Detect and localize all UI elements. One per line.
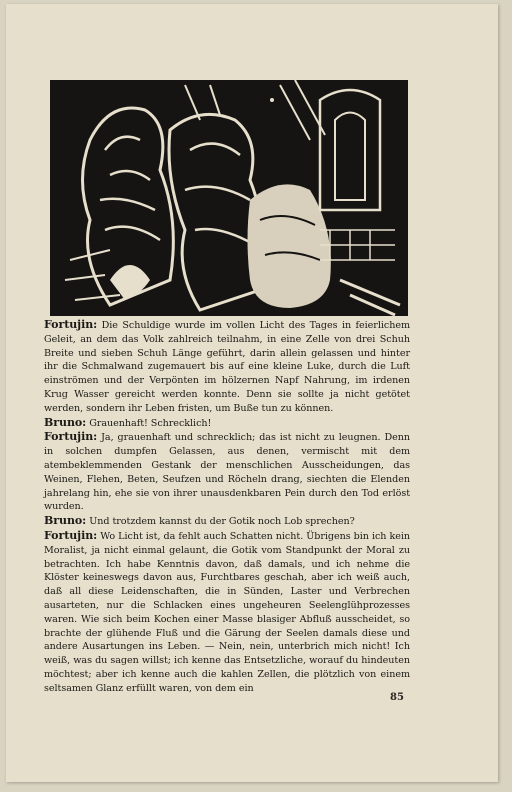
woodcut-illustration <box>50 80 408 316</box>
speaker-label: Fortujin: <box>44 318 98 331</box>
speaker-label: Fortujin: <box>44 430 98 444</box>
paragraph-text: Die Schuldige wurde im vollen Licht des Tages in feierlichem Geleit, an dem das Volk zahlreich teilnahm, in eine Zelle von drei Schuh Breite und sieben Schuh Länge geführt, darin allein gelassen und hinter ihr die Schmalwand zugemauert bis auf eine kleine Luke, durch die Luft einströmen und der Verpönten im hölzernen Napf Nahrung, im irdenen Krug Wasser gereicht werden konnte. Denn sie sollte ja nicht getötet werden, sondern ihr Leben fristen, um Buße tun zu können. <box>44 320 411 414</box>
paragraph-text: Grauenhaft! Schrecklich! <box>89 417 212 429</box>
speaker-label: Bruno: <box>44 514 87 528</box>
speaker-label: Bruno: <box>44 415 87 429</box>
paragraph-5 <box>44 529 410 696</box>
page-number: 85 <box>390 692 404 703</box>
book-page <box>6 4 498 782</box>
paragraph-text: Wo Licht ist, da fehlt auch Schatten nicht. Übrigens bin ich kein Moralist, ja nicht einmal gelaunt, die Gotik vom Standpunkt der Moral zu betrachten. Ich habe Kenntnis davon, daß damals, und ich nehme die Klöster keineswegs davon aus, Furchtbares geschah, aber ich weiß auch, daß all diese Leidenschaften, die in Sünden, Laster und Verbrechen ausarteten, nur die Schlacken eines ungeheuren Seelenglühprozesses waren. Wie sich beim Kochen einer Masse blasiger Abfluß ausscheidet, so brachte der glühende Fluß und die Gärung der Seelen damals diese und andere Ausartungen ins Leben. — Nein, nein, unterbrich mich nicht! Ich weiß, was du sagen willst; ich kenne das Entsetzliche, worauf du hindeuten möchtest; aber ich kenne auch die kahlen Zellen, die plötzlich von einem seltsamen Glanz erfüllt waren, von dem ein <box>44 530 410 694</box>
paragraph-1 <box>44 318 410 416</box>
woodcut-graphic <box>50 80 408 316</box>
paragraph-text: Und trotzdem kannst du der Gotik noch Lob sprechen? <box>89 516 355 528</box>
body-text <box>44 318 410 696</box>
paragraph-text: Ja, grauenhaft und schrecklich; das ist nicht zu leugnen. Denn in solchen dumpfen Gelassen, aus denen, vermischt mit dem atembeklemmenden Gestank der menschlichen Ausscheidungen, das Weinen, Flehen, Beten, Seufzen und Röcheln drang, siechten die Elenden jahrelang hin, ehe sie von ihrer unausdenkbaren Pein durch den Tod erlöst wurden. <box>44 432 410 513</box>
paragraph-3 <box>44 430 410 514</box>
paragraph-2 <box>44 416 410 431</box>
paragraph-4 <box>44 514 410 529</box>
speaker-label: Fortujin: <box>44 528 98 542</box>
